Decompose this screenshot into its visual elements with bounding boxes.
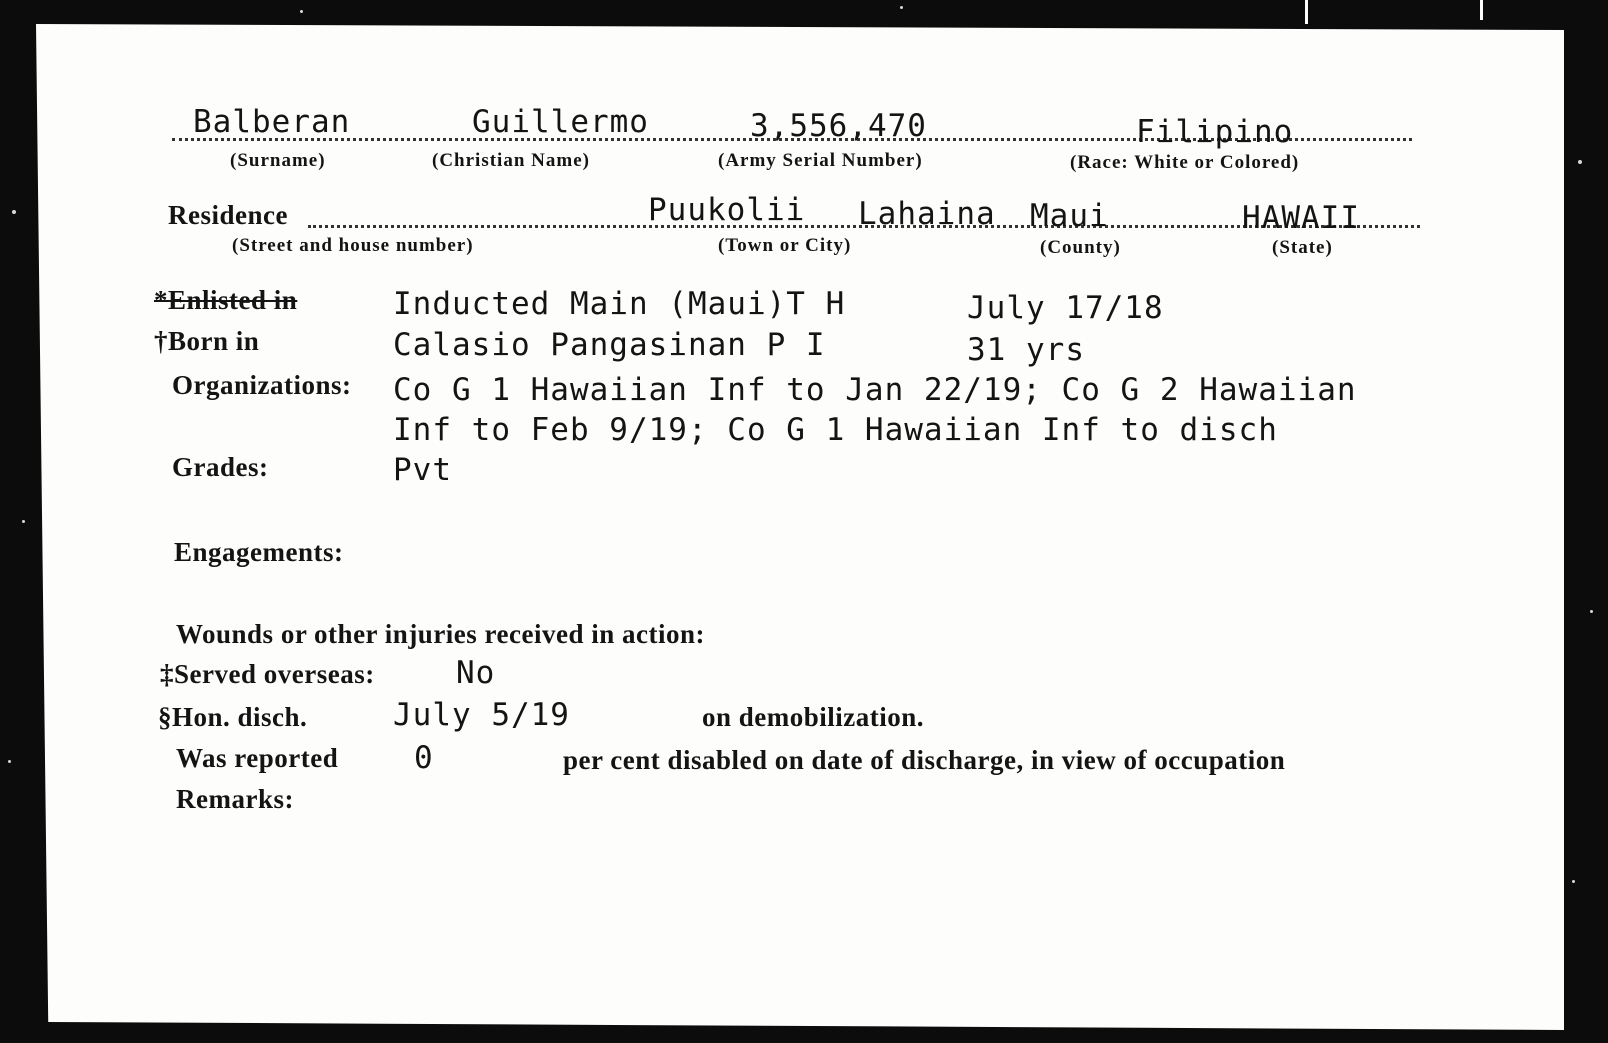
serial-number-value: 3,556,470 [750,108,927,144]
engagements-label: Engagements: [174,537,344,567]
scan-speck [1572,880,1575,883]
residence-label: Residence [168,200,288,230]
organizations-line-2: Inf to Feb 9/19; Co G 1 Hawaiian Inf to disch [393,412,1278,448]
served-overseas-value: No [456,655,496,691]
surname-caption: (Surname) [230,150,326,171]
county-caption: (County) [1040,237,1121,258]
born-age: 31 yrs [967,332,1085,368]
town-value: Puukolii [648,192,806,228]
scan-speck [900,6,903,9]
reported-suffix: per cent disabled on date of discharge, in view of occupation [563,745,1286,775]
scan-artifact [1480,0,1483,20]
reported-label: Was reported [176,743,339,773]
remarks-label: Remarks: [176,784,294,814]
race-caption: (Race: White or Colored) [1070,152,1300,173]
enlisted-date: July 17/18 [967,290,1164,326]
grades-value: Pvt [393,452,452,488]
serial-number-caption: (Army Serial Number) [718,150,923,171]
enlisted-value: Inducted Main (Maui)T H [393,286,846,322]
street-caption: (Street and house number) [232,235,474,256]
scan-speck [8,760,11,763]
served-overseas-label: ‡Served overseas: [160,659,375,689]
scan-speck [300,10,303,13]
christian-name-caption: (Christian Name) [432,150,590,171]
honorable-discharge-label: §Hon. disch. [158,702,308,732]
state-value: HAWAII [1242,200,1360,236]
race-value: Filipino [1136,114,1294,150]
born-value: Calasio Pangasinan P I [393,327,826,363]
enlisted-label: *Enlisted in [154,285,298,315]
scan-speck [1590,610,1593,613]
christian-name-value: Guillermo [472,104,649,140]
born-label: †Born in [154,326,260,356]
honorable-discharge-date: July 5/19 [393,697,570,733]
scan-speck [1578,160,1582,164]
grades-label: Grades: [172,452,269,482]
reported-value: 0 [414,740,434,776]
county-value: Maui [1030,198,1109,234]
surname-value: Balberan [193,104,351,140]
town-caption: (Town or City) [718,235,852,256]
honorable-discharge-suffix: on demobilization. [702,702,925,732]
scan-speck [22,520,25,523]
town-value-2: Lahaina [858,196,996,232]
organizations-label: Organizations: [172,370,352,400]
record-card [36,24,1564,1030]
wounds-label: Wounds or other injuries received in action: [176,619,706,649]
scan-speck [12,210,16,214]
organizations-line-1: Co G 1 Hawaiian Inf to Jan 22/19; Co G 2 Hawaiian [393,372,1357,408]
state-caption: (State) [1272,237,1333,258]
scan-artifact [1305,0,1308,24]
